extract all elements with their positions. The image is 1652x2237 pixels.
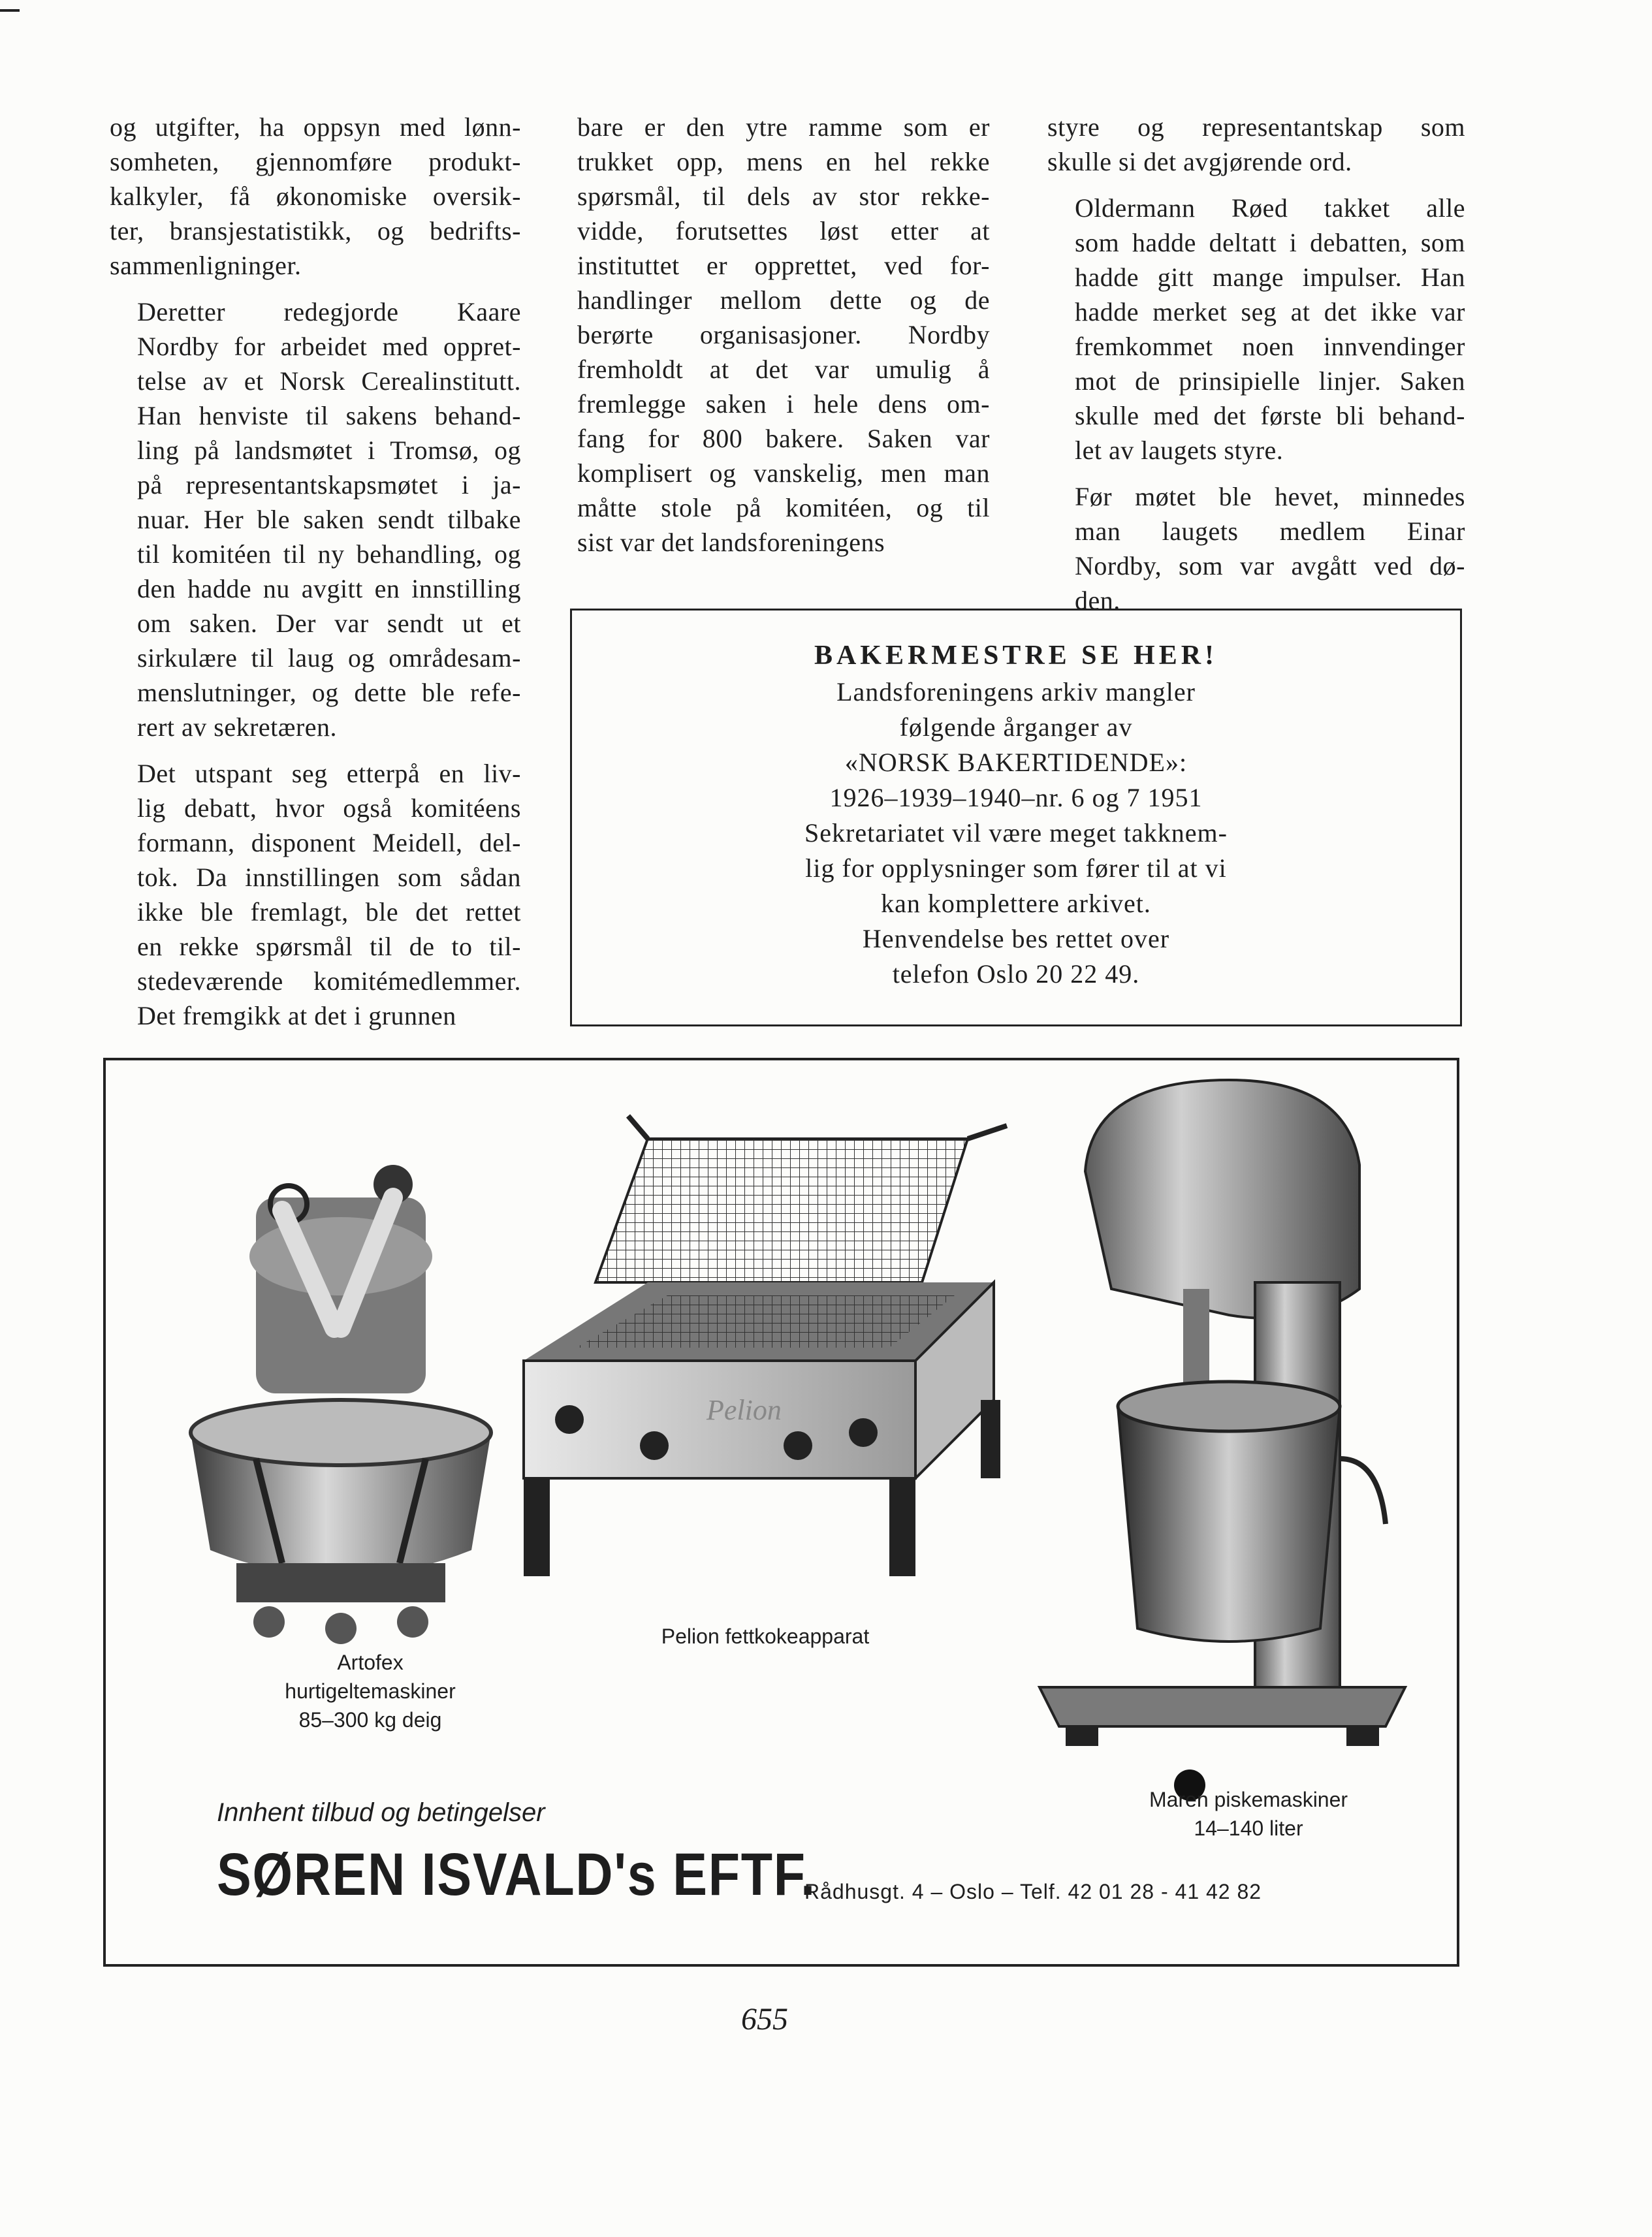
notice-line: kan komplettere arkivet. xyxy=(881,889,1151,918)
text-line: handlinger mellom dette og de xyxy=(577,285,990,315)
text-line: Nordby for arbeidet med oppret- xyxy=(137,332,521,361)
text-line: måtte stole på komitéen, og til xyxy=(577,493,990,522)
corner-mark xyxy=(0,9,20,12)
text-line: fang for 800 bakere. Saken var xyxy=(577,424,990,453)
text-line: styre og representantskap som xyxy=(1047,112,1465,142)
paragraph xyxy=(110,756,521,1033)
notice-line: telefon Oslo 20 22 49. xyxy=(892,959,1140,989)
text-line: skulle si det avgjørende ord. xyxy=(1047,147,1352,176)
stand-mixer-illustration xyxy=(1033,1067,1412,1805)
caption-line: Pelion fettkokeapparat xyxy=(661,1625,870,1648)
advertisement-box xyxy=(103,1058,1459,1967)
text-column-2 xyxy=(577,110,990,571)
text-line: fremkommet noen innvendinger xyxy=(1075,332,1465,361)
pelion-caption xyxy=(563,1622,968,1651)
text-line: Deretter redegjorde Kaare xyxy=(137,297,521,326)
notice-line: «NORSK BAKERTIDENDE»: xyxy=(844,748,1188,777)
paragraph xyxy=(1047,479,1465,618)
notice-line: Henvendelse bes rettet over xyxy=(862,924,1170,953)
text-line: fremlegge saken i hele dens om- xyxy=(577,389,990,419)
text-line: Han henviste til sakens behand- xyxy=(137,401,521,430)
text-line: ter, bransjestatistikk, og bedrifts- xyxy=(110,216,521,246)
page-number: 655 xyxy=(741,2002,788,2037)
notice-line: Landsforeningens arkiv mangler xyxy=(836,677,1196,706)
text-line: berørte organisasjoner. Nordby xyxy=(577,320,990,349)
text-line: hadde gitt mange impulser. Han xyxy=(1075,262,1465,292)
text-line: trukket opp, mens en hel rekke xyxy=(577,147,990,176)
paragraph xyxy=(110,110,521,283)
notice-line: 1926–1939–1940–nr. 6 og 7 1951 xyxy=(829,783,1203,812)
caption-line: Artofex xyxy=(337,1651,404,1674)
text-line: komplisert og vanskelig, men man xyxy=(577,458,990,488)
paragraph xyxy=(577,110,990,560)
text-line: hadde merket seg at det ikke var xyxy=(1075,297,1465,326)
text-line: om saken. Der var sendt ut et xyxy=(137,609,521,638)
text-line: på representantskapsmøtet i ja- xyxy=(137,470,521,500)
text-line: Det fremgikk at det i grunnen xyxy=(137,1001,456,1030)
text-line: bare er den ytre ramme som er xyxy=(577,112,990,142)
text-line: menslutninger, og dette ble refe- xyxy=(137,678,521,707)
text-line: somheten, gjennomføre produkt- xyxy=(110,147,521,176)
text-line: ikke ble fremlagt, ble det rettet xyxy=(137,897,521,927)
text-line: ling på landsmøtet i Tromsø, og xyxy=(137,436,521,465)
caption-line: 85–300 kg deig xyxy=(298,1708,442,1732)
text-line: nuar. Her ble saken sendt tilbake xyxy=(137,505,521,534)
dough-mixer-illustration xyxy=(178,1158,504,1655)
text-line: den hadde nu avgitt en innstilling xyxy=(137,574,521,603)
artofex-caption xyxy=(233,1648,507,1734)
text-line: kalkyler, få økonomiske oversik- xyxy=(110,182,521,211)
text-column-1 xyxy=(110,110,521,1045)
text-line: og utgifter, ha oppsyn med lønn- xyxy=(110,112,521,142)
paragraph xyxy=(1047,110,1465,179)
company-address: Rådhusgt. 4 – Oslo – Telf. 42 01 28 - 41 42 82 xyxy=(804,1880,1262,1903)
text-line: rert av sekretæren. xyxy=(137,712,338,742)
text-line: Før møtet ble hevet, minnedes xyxy=(1075,482,1465,511)
text-line: vidde, forutsettes løst etter at xyxy=(577,216,990,246)
text-line: sist var det landsforeningens xyxy=(577,528,885,557)
notice-line: lig for opplysninger som fører til at vi xyxy=(805,853,1227,883)
text-line: let av laugets styre. xyxy=(1075,436,1284,465)
text-line: man laugets medlem Einar xyxy=(1075,516,1465,546)
text-line: stedeværende komitémedlemmer. xyxy=(137,966,521,996)
text-line: den. xyxy=(1075,586,1120,615)
text-line: skulle med det første bli behand- xyxy=(1075,401,1465,430)
paragraph xyxy=(1047,191,1465,468)
caption-line: Maren piskemaskiner xyxy=(1149,1788,1348,1811)
notice-box xyxy=(570,609,1462,1026)
text-line: en rekke spørsmål til de to til- xyxy=(137,932,521,961)
text-line: instituttet er opprettet, ved for- xyxy=(577,251,990,280)
notice-line: følgende årganger av xyxy=(899,712,1133,742)
text-line: telse av et Norsk Cerealinstitutt. xyxy=(137,366,521,396)
text-column-3 xyxy=(1047,110,1465,629)
ad-tagline: Innhent tilbud og betingelser xyxy=(217,1798,545,1827)
caption-line: 14–140 liter xyxy=(1194,1817,1303,1840)
deep-fryer-illustration xyxy=(498,1113,1040,1583)
text-line: sammenligninger. xyxy=(110,251,302,280)
company-name: SØREN ISVALD's EFTF. xyxy=(217,1841,816,1908)
text-line: mot de prinsipielle linjer. Saken xyxy=(1075,366,1465,396)
text-line: spørsmål, til dels av stor rekke- xyxy=(577,182,990,211)
caption-line: hurtigeltemaskiner xyxy=(285,1679,456,1703)
maren-caption xyxy=(1085,1785,1412,1843)
text-line: Det utspant seg etterpå en liv- xyxy=(137,759,521,788)
text-line: Nordby, som var avgått ved dø- xyxy=(1075,551,1465,580)
text-line: fremholdt at det var umulig å xyxy=(577,355,990,384)
fryer-brand-engraving: Pelion xyxy=(707,1394,782,1426)
notice-headline: BAKERMESTRE SE HER! xyxy=(814,641,1218,671)
text-line: sirkulære til laug og områdesam- xyxy=(137,643,521,673)
text-line: Oldermann Røed takket alle xyxy=(1075,193,1465,223)
text-line: lig debatt, hvor også komitéens xyxy=(137,793,521,823)
text-line: som hadde deltatt i debatten, som xyxy=(1075,228,1465,257)
notice-line: Sekretariatet vil være meget takknem- xyxy=(804,818,1228,848)
text-line: tok. Da innstillingen som sådan xyxy=(137,863,521,892)
paragraph xyxy=(110,294,521,744)
text-line: til komitéen til ny behandling, og xyxy=(137,539,521,569)
text-line: formann, disponent Meidell, del- xyxy=(137,828,521,857)
